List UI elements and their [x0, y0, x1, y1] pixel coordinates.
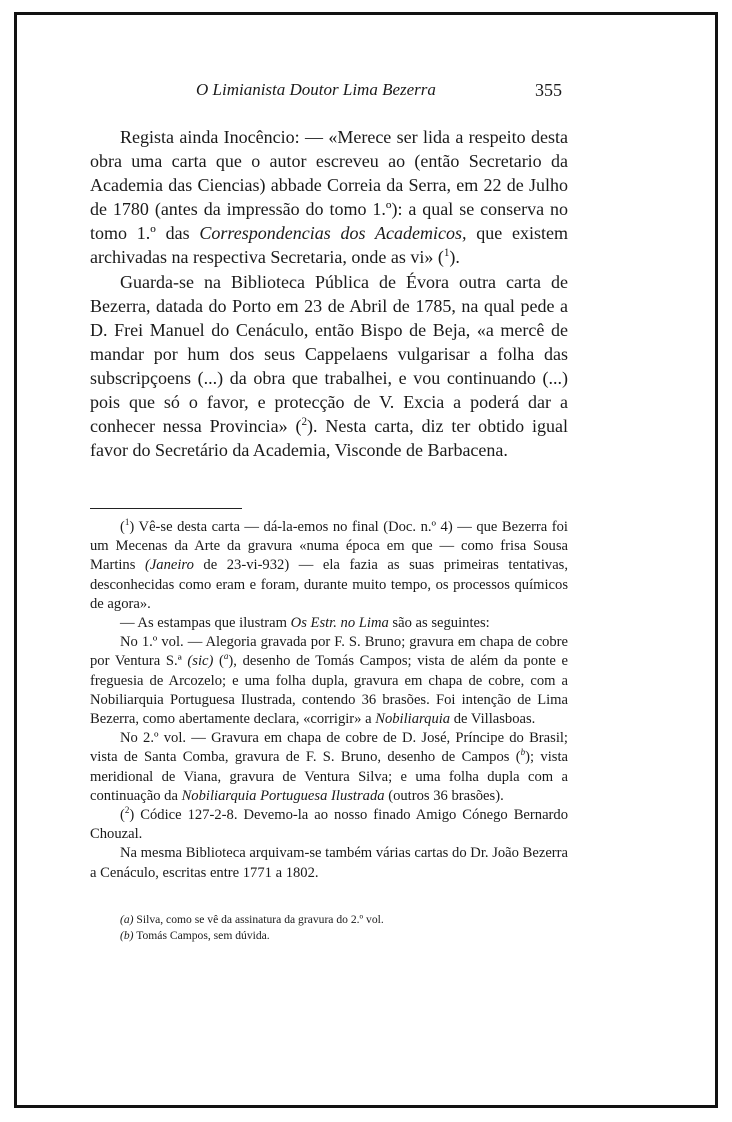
- running-title: O Limianista Doutor Lima Bezerra: [196, 80, 436, 99]
- subnotes: [90, 912, 568, 944]
- page-number: 355: [535, 80, 562, 100]
- subnote-a: (a) Silva, como se vê da assinatura da gravura do 2.º vol.: [120, 913, 384, 926]
- main-text: [90, 125, 568, 462]
- page-header: [0, 80, 732, 104]
- footnote-1-vol-1: No 1.º vol. — Alegoria gravada por F. S. Bruno; gravura em chapa de cobre por Ventura S.ª (sic) ($^a$), desenho de Tomás Campos; vista de além da ponte e freguesia de Arcozelo; e uma folha dupla, gravura em chapa de cobre, com a Nobiliarquia Portuguesa Ilustrada, contendo 36 brasões. Foi intenção de Lima Bezerra, como abertamente declara, «corrigir» a Nobiliarquia de Villasboas.: [90, 634, 568, 728]
- footnote-separator: [90, 508, 242, 509]
- subnote-b: (b) Tomás Campos, sem dúvida.: [120, 929, 270, 942]
- footnote-2: ($^2$) Códice 127-2-8. Devemo-la ao nosso finado Amigo Cónego Bernardo Chouzal.: [90, 805, 568, 843]
- paragraph-2: Guarda-se na Biblioteca Pública de Évora outra carta de Bezerra, datada do Porto em 23 de Abril de 1785, na qual pede a D. Frei Manuel do Cenáculo, então Bispo de Beja, «a mercê de mandar por hum dos seus Cappelaens vulgarisar a folha das subscripçoens (...) da obra que trabalhei, e vou continuando (...) pois que só o favor, e protecção de V. Excia a poderá dar a conhecer nessa Provincia» ($^2$). Nesta carta, diz ter obtido igual favor do Secretário da Academia, Visconde de Barbacena.: [90, 271, 568, 461]
- footnote-1-continued: — As estampas que ilustram Os Estr. no Lima são as seguintes:: [120, 615, 490, 632]
- footnote-3: Na mesma Biblioteca arquivam-se também várias cartas do Dr. João Bezerra a Cenáculo, escritas entre 1771 a 1802.: [90, 845, 568, 881]
- footnote-ref: 1: [443, 247, 450, 260]
- footnote-ref: 2: [301, 416, 308, 429]
- footnotes: [90, 518, 568, 883]
- paragraph-1: Regista ainda Inocêncio: — «Merece ser lida a respeito desta obra uma carta que o autor escreveu ao (então Secretario da Academia das Ciencias) abbade Correia da Serra, em 22 de Julho de 1780 (antes da impressão do tomo 1.º): a qual se conserva no tomo 1.º das Correspondencias dos Academicos, que existem archivadas na respectiva Secretaria, onde as vi» ($^1$).: [90, 127, 569, 268]
- footnote-1-vol-2: No 2.º vol. — Gravura em chapa de cobre de D. José, Príncipe do Brasil; vista de Santa Comba, gravura de F. S. Bruno, desenho de Campos ($^b$); vista meridional de Viana, gravura de Ventura Silva; e uma folha dupla com a continuação da Nobiliarquia Portuguesa Ilustrada (outros 36 brasões).: [90, 730, 568, 804]
- footnote-1: ($^1$) Vê-se desta carta — dá-la-emos no final (Doc. n.º 4) — que Bezerra foi um Mecenas da Arte da gravura «numa época em que — como frisa Sousa Martins (Janeiro de 23-vi-932) — ela fazia as suas primeiras tentativas, desconhecidas como eram e foram, durante muito tempo, os processos químicos de agora».: [90, 517, 568, 612]
